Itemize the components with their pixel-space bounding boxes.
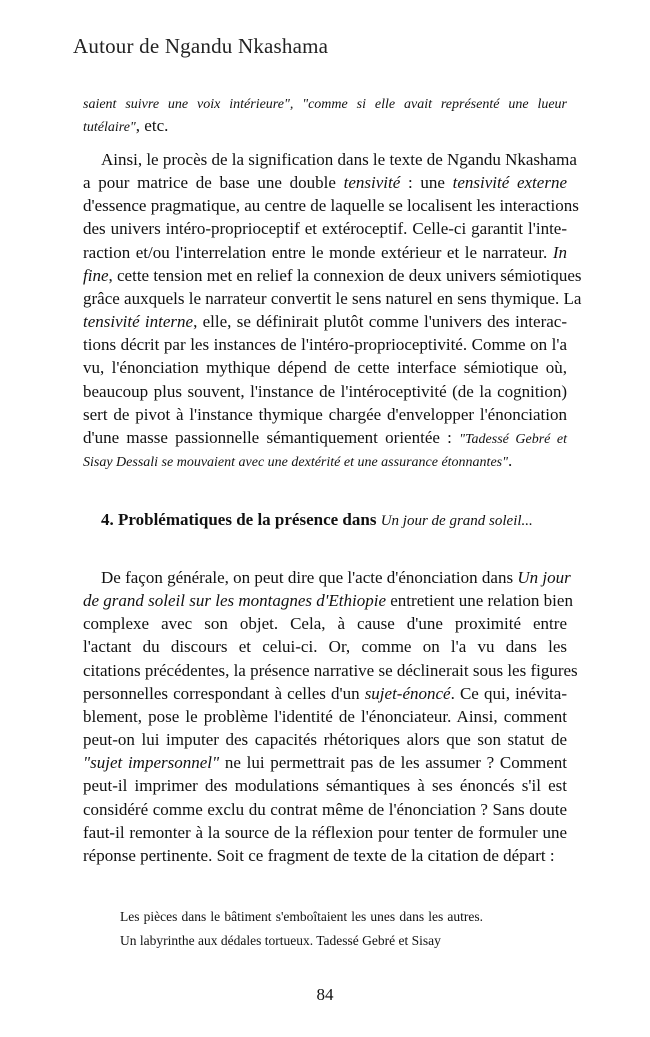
- text-line: [83, 116, 567, 138]
- text-line: [83, 358, 567, 378]
- text-segment: des univers intéro-proprioceptif et extéroceptif. Celle-ci garantit l'inte-: [83, 219, 567, 239]
- quote-line: Un labyrinthe aux dédales tortueux. Tadessé Gebré et Sisay: [120, 933, 441, 948]
- italic-text: tutélaire": [83, 120, 136, 136]
- text-segment: tions décrit par les instances de l'intéro-proprioceptivité. Comme on l'a: [83, 335, 567, 355]
- text-line: [83, 730, 567, 750]
- italic-text: tensivité externe: [452, 173, 567, 193]
- text-segment: blement, pose le problème l'identité de l'énonciateur. Ainsi, comment: [83, 706, 567, 726]
- text-segment: sert de pivot à l'instance thymique chargée d'envelopper l'énonciation: [83, 404, 567, 424]
- italic-text: tensivité interne: [83, 312, 194, 332]
- text-line: [83, 312, 567, 332]
- text-segment: : une: [400, 173, 453, 193]
- running-header: Autour de Ngandu Nkashama: [73, 34, 329, 58]
- italic-text: saient suivre une voix intérieure", "comme si elle avait représenté une lueur: [83, 97, 567, 112]
- text-line: [83, 335, 567, 355]
- text-segment: beaucoup plus souvent, l'instance de l'intéroceptivité (de la cognition): [83, 381, 567, 401]
- italic-text: Sisay Dessali se mouvaient avec une dextérité et une assurance étonnantes": [83, 454, 508, 470]
- text-line: [83, 707, 567, 727]
- italic-text: "sujet impersonnel": [83, 753, 220, 773]
- italic-text: tensivité: [343, 173, 401, 193]
- text-line: [83, 660, 578, 681]
- text-segment: ne lui permettrait pas de les assumer ? Comment: [219, 753, 567, 773]
- italic-text: Un jour: [517, 568, 571, 587]
- section-heading: [101, 510, 533, 530]
- quote-line: Les pièces dans le bâtiment s'emboîtaient les unes dans les autres.: [120, 909, 483, 924]
- text-line: [83, 196, 579, 216]
- text-segment: complexe avec son objet. Cela, à cause d'une proximité entre: [83, 614, 567, 634]
- text-line: [83, 405, 567, 425]
- text-segment: l'actant du discours et celui-ci. Or, comme on l'a vu dans les: [83, 637, 567, 657]
- text-line: [83, 243, 567, 263]
- text-line: [83, 637, 567, 657]
- text-line: [83, 93, 567, 115]
- text-segment: citations précédentes, la présence narrative se déclinerait sous les figures: [83, 660, 578, 680]
- text-segment: entretient une relation bien: [386, 591, 573, 611]
- text-line: [83, 219, 567, 239]
- text-line: [83, 288, 582, 309]
- text-line: [83, 823, 567, 843]
- text-segment: . Ce qui, inévita-: [450, 683, 567, 703]
- text-segment: a pour matrice de base une double: [83, 173, 344, 193]
- text-segment: réponse pertinente. Soit ce fragment de texte de la citation de départ :: [83, 845, 555, 865]
- italic-text: fine: [83, 265, 109, 285]
- text-segment: d'essence pragmatique, au centre de laquelle se localisent les interactions: [83, 196, 579, 216]
- text-line: [83, 684, 567, 704]
- text-line: [83, 382, 567, 402]
- text-segment: personnelles correspondant à celles d'un: [83, 683, 365, 703]
- italic-text: In: [552, 242, 567, 262]
- text-line: [83, 428, 567, 450]
- text-line: [83, 800, 567, 820]
- text-segment: peut-il imprimer des modulations sémantiques à ses énoncés s'il est: [83, 776, 567, 796]
- text-line: [83, 753, 567, 773]
- text-line: [83, 846, 567, 866]
- text-line: [101, 568, 571, 588]
- text-line: [101, 150, 577, 170]
- text-segment: grâce auxquels le narrateur convertit le sens naturel en sens thymique. La: [83, 288, 582, 308]
- text-segment: .: [507, 450, 513, 470]
- text-line: [83, 776, 567, 796]
- text-line: [83, 614, 567, 634]
- italic-text: de grand soleil sur les montagnes d'Ethiopie: [83, 591, 387, 611]
- section-heading-title: Un jour de grand soleil...: [380, 513, 533, 529]
- text-segment: faut-il remonter à la source de la réflexion pour tenter de formuler une: [83, 822, 567, 842]
- italic-text: sujet-énoncé: [364, 683, 451, 703]
- text-segment: De façon générale, on peut dire que l'acte d'énonciation dans: [101, 568, 518, 587]
- text-line: [83, 591, 573, 611]
- text-segment: peut-on lui imputer des capacités rhétoriques alors que son statut de: [83, 730, 567, 750]
- text-segment: d'une masse passionnelle sémantiquement orientée :: [83, 427, 460, 447]
- text-line: [83, 173, 567, 193]
- text-segment: , elle, se définirait plutôt comme l'univers des interac-: [193, 312, 567, 332]
- text-segment: raction et/ou l'interrelation entre le monde extérieur et le narrateur.: [83, 242, 553, 262]
- text-segment: Ainsi, le procès de la signification dans le texte de Ngandu Nkashama: [101, 150, 577, 169]
- text-segment: vu, l'énonciation mythique dépend de cette interface sémiotique où,: [83, 358, 567, 378]
- text-segment: , cette tension met en relief la connexion de deux univers sémiotiques: [108, 265, 582, 285]
- text-line: [83, 265, 582, 286]
- text-segment: , etc.: [135, 116, 169, 136]
- page-number: 84: [316, 985, 334, 1004]
- text-line: [83, 451, 567, 473]
- section-heading-text: 4. Problématiques de la présence dans: [101, 510, 381, 529]
- text-segment: considéré comme exclu du contrat même de l'énonciation ? Sans doute: [83, 799, 567, 819]
- italic-text: "Tadessé Gebré et: [459, 431, 567, 447]
